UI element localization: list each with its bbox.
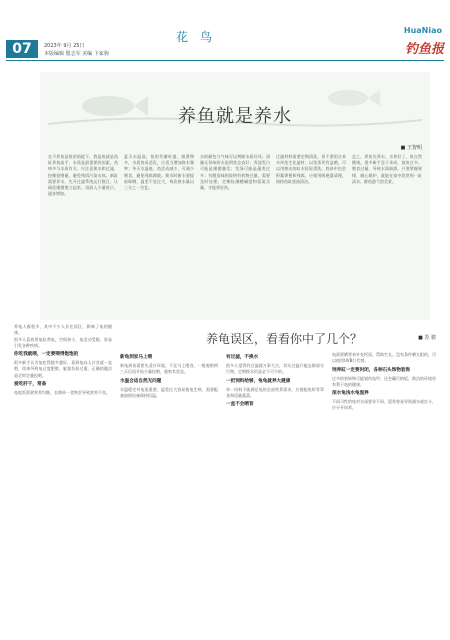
paragraph: 养龟人群很多，其中不少人存在误区，影响了龟的健康。 (14, 324, 112, 336)
subheading: 饲养缸一定要封闭，各种石头饰物装饰 (332, 367, 411, 373)
turtle-article (14, 322, 436, 622)
paragraph: 很多新手认为龟吃得越多越好，看到龟向人讨食就一直喂，结果导致龟过度肥胖，脏器负担过重。正确的做法是定时定量投喂。 (14, 360, 112, 378)
editor-credits: 本版编辑 殷志军 美编 卞家驹 (44, 51, 109, 57)
paragraph: 很多人喜欢用龟缸养龟，空间狭小，龟活动受限，容易引发各种疾病。 (14, 336, 112, 348)
header-rule (6, 60, 444, 61)
paragraph: 过多的装饰物可能划伤龟甲，还会藏污纳垢，简洁的环境更有利于龟的健康。 (332, 375, 436, 387)
subheading: 新龟到家马上喂 (120, 355, 153, 360)
subheading: 你吃我就喂，一定要喂得饱饱的 (14, 352, 79, 358)
paragraph: 龟需要晒背来补充钙质，帮助生长。没有条件晒太阳的，可以使用UVB灯代替。 (332, 352, 436, 364)
paragraph: 龟吃饭需要营养均衡，长期单一食物会导致营养不良。 (14, 390, 110, 396)
page-number: 07 (6, 40, 38, 58)
feature-column: 夏天水温高，鱼的代谢旺盛，排泄物多，水质容易恶化，应适当增加换水频率；冬天水温低，鱼活动减少，可减少喂食，避免残饵腐败。换水时新水要提前晾晒，温差不宜过大，每次换水量以三分之一为宜。 (124, 154, 194, 191)
issue-date: 2023年 9月 25日 (44, 43, 85, 49)
feature-article (40, 72, 430, 320)
article-column-2 (120, 352, 218, 614)
article-column-4 (332, 352, 436, 614)
subheading: 水温合适自然无问题 (120, 378, 162, 384)
article-column-3 (226, 352, 324, 614)
article-author: ■ 苏 骏 (418, 335, 436, 341)
subheading: 深水龟浅水龟混养 (332, 391, 369, 397)
section-title: 花鸟 (176, 30, 225, 44)
feature-author: ■ 王智明 (400, 145, 422, 151)
subheading: 爱吃肝干，常备 (14, 382, 47, 388)
paragraph: 水温稳定对龟很重要，温差过大容易使龟生病，需要配备加热设备保持恒温。 (120, 386, 218, 398)
subheading: 一直不会晒背 (226, 402, 254, 408)
paragraph: 很多人觉得有过滤就万事大吉，其实过滤只能去除部分污物，定期换水仍是必不可少的。 (226, 363, 324, 375)
article-column-1 (14, 324, 112, 614)
subheading: 有过滤，不换水 (226, 355, 259, 360)
newspaper-logo: 钓鱼报 (404, 42, 444, 57)
paragraph: 不同习性的龟对水深要求不同，混养容易导致溺水或打斗，应分开饲养。 (332, 399, 436, 411)
feature-column: 在不养鱼是鱼的前提下，我是鱼就是鱼缸养鱼高手，水质是最重要的因素。鱼病多与水质有关，应注意换水和过滤，控制投喂量，避免残饵污染水体。新缸需要养水，先开过滤系统运行数日，让硝化细菌建立起来，再放入少量鱼只，逐步增加。 (48, 154, 118, 197)
paragraph: 单一饲料不能满足龟的全部营养需求，应搭配鱼虾等荤食和适量蔬菜。 (226, 386, 324, 398)
article-title: 养龟误区，看看你中了几个？ (206, 332, 363, 346)
feature-column: 过滤材料需要定期清洗，但不要用自来水冲洗生化滤材，以免杀死有益菌。可以用换出的缸水轻轻漂洗。底砂中也会积累粪便和残饵，应使用吸便器清理，保持鱼缸底部清洁。 (276, 154, 346, 184)
section-en-name: HuaNiao (403, 26, 442, 35)
feature-column: 总之，养鱼先养水。水养好了，鱼自然健康。很多新手急于求成，放鱼过多、喂食过量，导致水质崩溃。只要掌握规律，耐心维护，就能在家中欣赏到一缸清水、群鱼游弋的美景。 (352, 154, 422, 184)
feature-column: 水的颜色与气味可以判断水质好坏。清澈无异味的水说明状态良好；浑浊发白可能是细菌暴发；发绿可能是藻类过多；有腥臭味则说明有机物过量，需要及时处理。定期检测酸碱度和氨氮含量，才能养好鱼。 (200, 154, 270, 191)
feature-columns (48, 154, 422, 316)
subheading: 一把饲料给够，龟龟就养大健康 (226, 378, 291, 384)
page-header (0, 0, 450, 62)
feature-title: 养鱼就是养水 (178, 106, 292, 127)
paragraph: 新龟到家需要先适应环境，不宜马上喂食。一般观察两三天后再开始少量投喂，观察其状态。 (120, 363, 218, 375)
